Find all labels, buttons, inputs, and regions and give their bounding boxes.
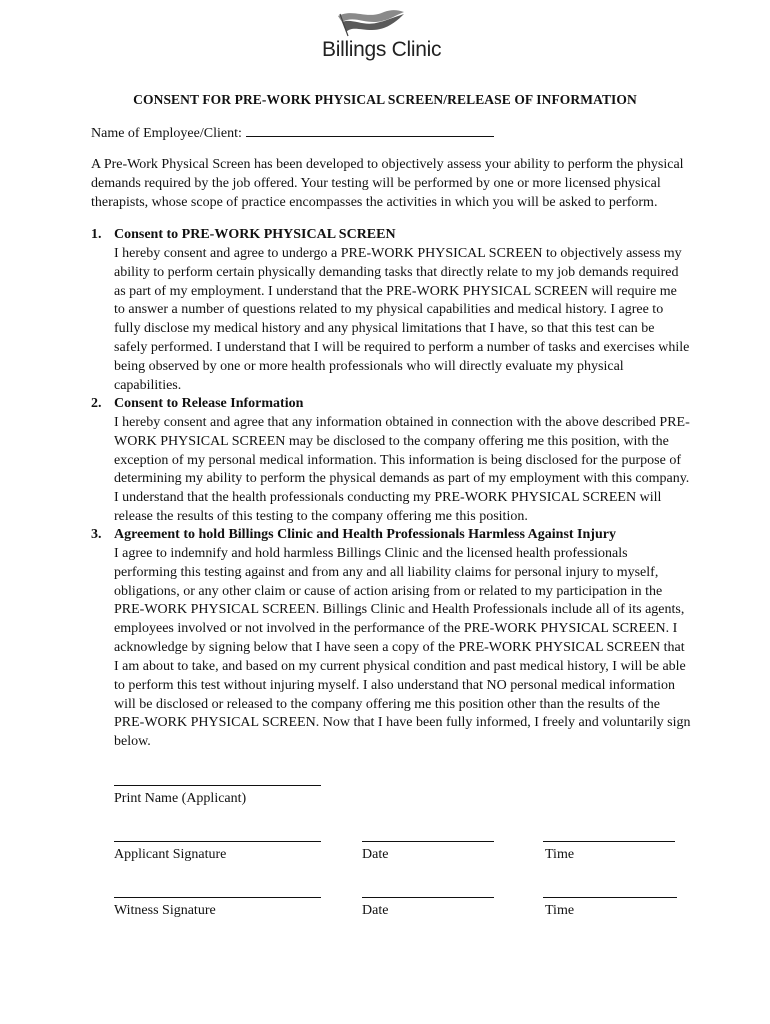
print-name-label: Print Name (Applicant) <box>114 791 247 806</box>
employee-name-blank[interactable] <box>246 124 494 137</box>
applicant-date-label: Date <box>362 847 389 862</box>
section-heading: Consent to Release Information <box>114 396 304 411</box>
logo-text: Billings Clinic <box>322 38 442 61</box>
section-body: I hereby consent and agree to undergo a PRE-WORK PHYSICAL SCREEN to objectively assess my ability to perform certain physically demanding tasks that directly relate to my job demands required as part of my employment. I understand that the PRE-WORK PHYSICAL SCREEN will require me to answer a number of questions related to my physical capabilities and medical history. I agree to fully disclose my medical history and any physical limitations that I have, so that this test can be safely performed. I understand that I will be required to perform a number of tasks and exercises while being observed by one or more health professionals who will directly evaluate my physical capabilities. <box>114 245 690 393</box>
witness-signature-label: Witness Signature <box>114 903 216 918</box>
section-heading: Agreement to hold Billings Clinic and Health Professionals Harmless Against Injury <box>114 527 616 542</box>
witness-date-label: Date <box>362 903 389 918</box>
section-number: 2. <box>91 396 102 411</box>
employee-name-field[interactable] <box>91 124 494 142</box>
section-body: I hereby consent and agree that any information obtained in connection with the above described PRE-WORK PHYSICAL SCREEN may be disclosed to the company offering me this position, with the exception of my personal medical information. This information is being disclosed for the purpose of determining my ability to perform the physical demands as part of my employment with this company. I understand that the health professionals conducting my PRE-WORK PHYSICAL SCREEN will release the results of this testing to the company offering me this position. <box>114 414 690 525</box>
witness-time-line[interactable] <box>543 897 677 898</box>
applicant-signature-label: Applicant Signature <box>114 847 227 862</box>
section-consent-screen <box>91 226 691 396</box>
section-heading: Consent to PRE-WORK PHYSICAL SCREEN <box>114 227 396 242</box>
section-number: 3. <box>91 527 102 542</box>
witness-date-line[interactable] <box>362 897 494 898</box>
applicant-signature-line[interactable] <box>114 841 321 842</box>
flag-wave-icon <box>336 6 406 38</box>
section-release-information <box>91 395 691 527</box>
witness-time-label: Time <box>545 903 575 918</box>
applicant-time-label: Time <box>545 847 575 862</box>
print-name-line[interactable] <box>114 785 321 786</box>
applicant-date-line[interactable] <box>362 841 494 842</box>
section-body: I agree to indemnify and hold harmless Billings Clinic and the licensed health professionals performing this testing against and from any and all liability claims for personal injury to myself, obligations, or any other claim or cause of action arising from or related to my participation in the PRE-WORK PHYSICAL SCREEN. Billings Clinic and Health Professionals include all of its agents, employees involved or not involved in the performance of the PRE-WORK PHYSICAL SCREEN. I acknowledge by signing below that I have seen a copy of the PRE-WORK PHYSICAL SCREEN that I am about to take, and based on my current physical condition and past medical history, I will be able to perform this test without injuring myself. I also understand that NO personal medical information will be disclosed or released to the company offering me this position other than the results of the PRE-WORK PHYSICAL SCREEN. Now that I have been fully informed, I freely and voluntarily sign below. <box>114 545 691 750</box>
employee-name-label: Name of Employee/Client: <box>91 126 242 141</box>
section-hold-harmless <box>91 526 691 752</box>
applicant-time-line[interactable] <box>543 841 675 842</box>
intro-paragraph: A Pre-Work Physical Screen has been developed to objectively assess your ability to perform the physical demands required by the job offered. Your testing will be performed by one or more licensed physical therapists, whose scope of practice encompasses the activities in which you will be asked to perform. <box>91 157 684 210</box>
witness-signature-line[interactable] <box>114 897 321 898</box>
section-number: 1. <box>91 227 102 242</box>
billings-clinic-logo <box>322 6 452 64</box>
document-title: CONSENT FOR PRE-WORK PHYSICAL SCREEN/RELEASE OF INFORMATION <box>133 92 637 107</box>
